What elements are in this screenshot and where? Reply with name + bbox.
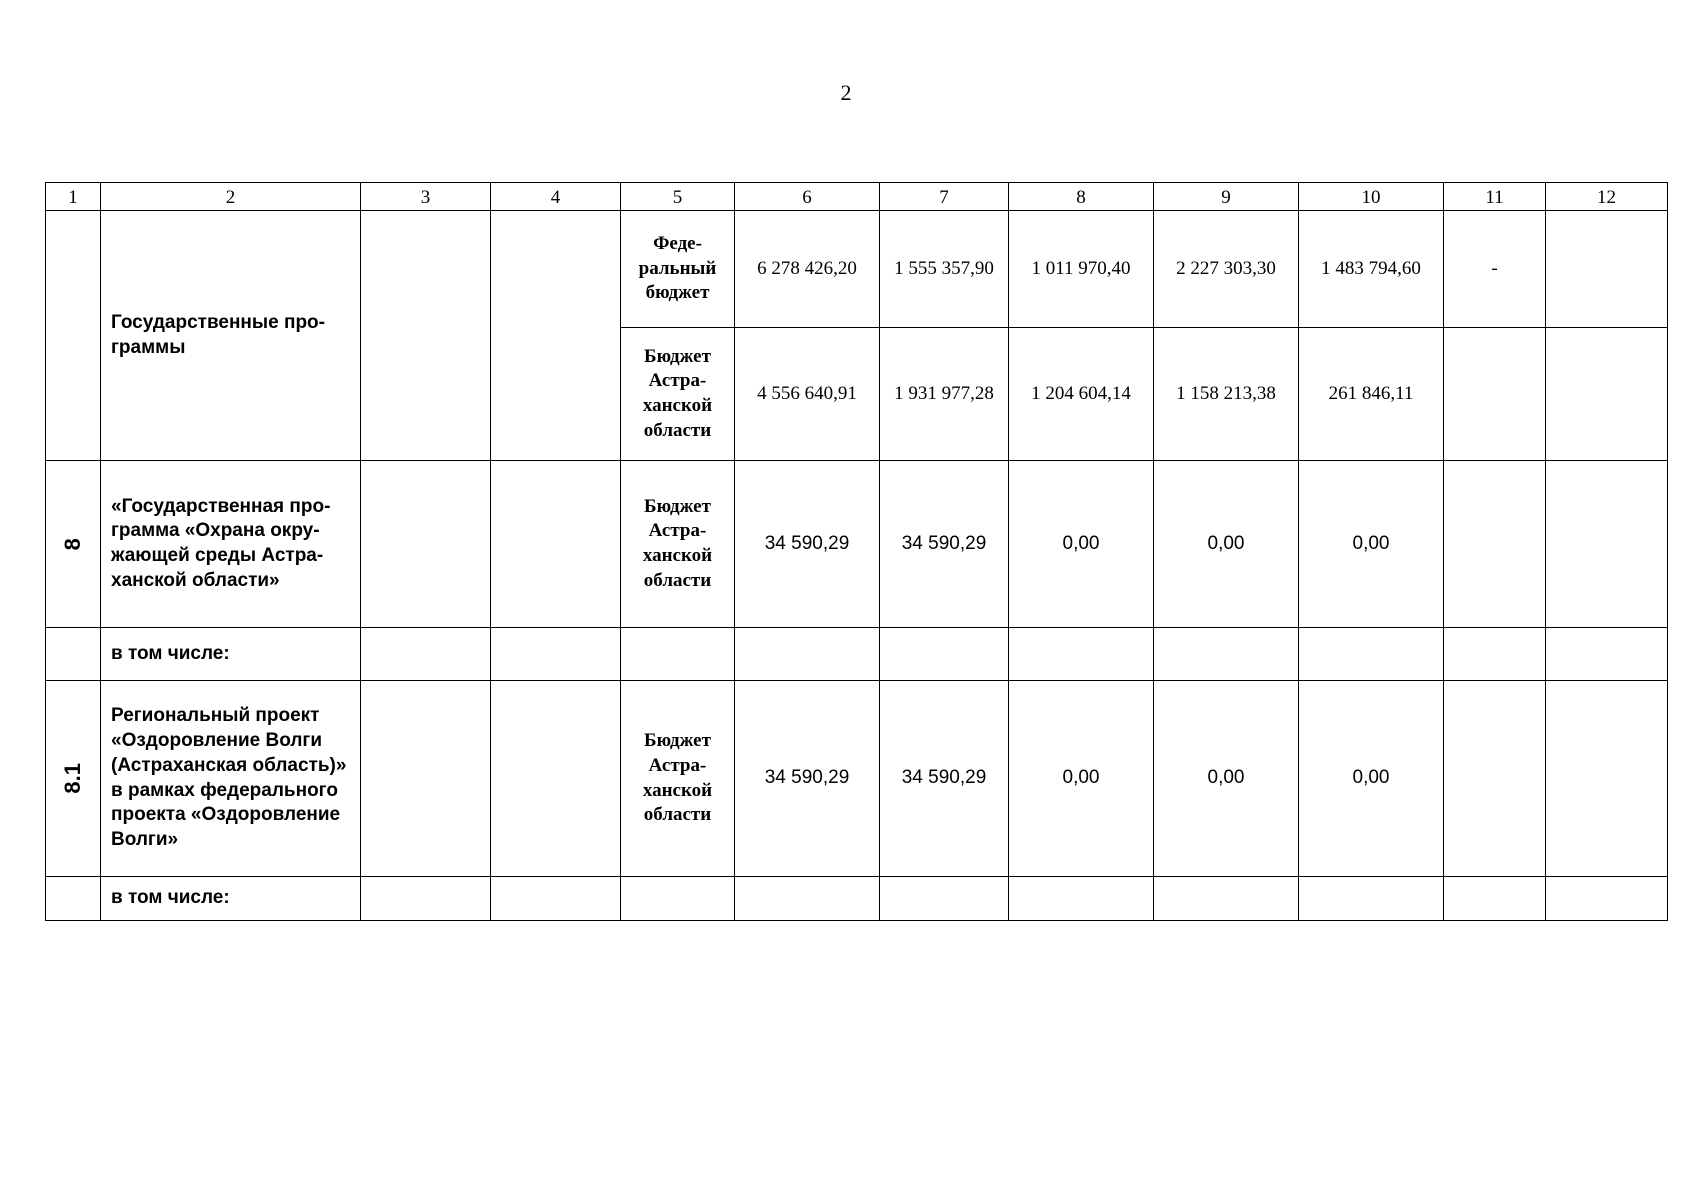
empty-cell	[1546, 328, 1668, 461]
value-cell: 2 227 303,30	[1154, 211, 1299, 328]
header-cell: 10	[1299, 183, 1444, 211]
row-name-cell	[101, 681, 361, 877]
empty-cell	[491, 628, 621, 681]
header-cell: 2	[101, 183, 361, 211]
empty-cell	[491, 461, 621, 628]
value-cell: 1 483 794,60	[1299, 211, 1444, 328]
empty-cell	[361, 628, 491, 681]
page-number: 2	[840, 80, 852, 105]
empty-cell	[1546, 681, 1668, 877]
empty-cell	[880, 877, 1009, 921]
empty-cell	[46, 877, 101, 921]
value-cell: 0,00	[1299, 461, 1444, 628]
value-cell: 6 278 426,20	[735, 211, 880, 328]
group-name: Государственные про- граммы	[111, 311, 325, 358]
empty-cell	[735, 877, 880, 921]
program-name: «Государственная про- грамма «Охрана окру- жающей среды Астра- ханской области»	[111, 495, 331, 591]
empty-cell	[1444, 461, 1546, 628]
value-cell: 0,00	[1009, 461, 1154, 628]
empty-cell	[46, 628, 101, 681]
value-cell: 1 158 213,38	[1154, 328, 1299, 461]
value-cell: 0,00	[1154, 461, 1299, 628]
value-cell: 34 590,29	[735, 681, 880, 877]
source-cell: Бюджет Астра- ханской области	[621, 681, 735, 877]
header-cell: 9	[1154, 183, 1299, 211]
value-cell: 4 556 640,91	[735, 328, 880, 461]
row-number-cell	[46, 461, 101, 628]
empty-cell	[1299, 628, 1444, 681]
header-row	[46, 183, 1668, 211]
empty-cell	[1444, 877, 1546, 921]
source-cell: Бюджет Астра- ханской области	[621, 328, 735, 461]
dash-cell: -	[1444, 211, 1546, 328]
empty-cell	[361, 461, 491, 628]
value-cell: 0,00	[1154, 681, 1299, 877]
empty-cell	[1009, 877, 1154, 921]
table-row	[46, 211, 1668, 328]
budget-table	[45, 182, 1668, 921]
table-row	[46, 628, 1668, 681]
empty-cell	[621, 877, 735, 921]
empty-cell	[1299, 877, 1444, 921]
empty-cell	[1444, 328, 1546, 461]
empty-cell	[1154, 628, 1299, 681]
table-row	[46, 461, 1668, 628]
value-cell: 34 590,29	[735, 461, 880, 628]
empty-cell	[491, 681, 621, 877]
source-cell: Феде- ральный бюджет	[621, 211, 735, 328]
row-name-cell	[101, 211, 361, 461]
header-cell: 6	[735, 183, 880, 211]
row-name-cell	[101, 461, 361, 628]
empty-cell	[735, 628, 880, 681]
empty-cell	[1444, 681, 1546, 877]
value-cell: 1 204 604,14	[1009, 328, 1154, 461]
empty-cell	[621, 628, 735, 681]
header-cell: 5	[621, 183, 735, 211]
header-cell: 8	[1009, 183, 1154, 211]
row-number-cell	[46, 211, 101, 461]
value-cell: 0,00	[1299, 681, 1444, 877]
table-row	[46, 877, 1668, 921]
empty-cell	[1546, 461, 1668, 628]
value-cell: 261 846,11	[1299, 328, 1444, 461]
empty-cell	[1009, 628, 1154, 681]
empty-cell	[361, 681, 491, 877]
row-number: 8.1	[59, 763, 85, 794]
header-cell: 11	[1444, 183, 1546, 211]
row-number: 8	[59, 537, 85, 551]
header-cell: 3	[361, 183, 491, 211]
empty-cell	[361, 877, 491, 921]
source-cell: Бюджет Астра- ханской области	[621, 461, 735, 628]
empty-cell	[361, 211, 491, 461]
header-cell: 4	[491, 183, 621, 211]
value-cell: 34 590,29	[880, 461, 1009, 628]
header-cell: 7	[880, 183, 1009, 211]
subheading-cell: в том числе:	[101, 628, 361, 681]
value-cell: 1 931 977,28	[880, 328, 1009, 461]
empty-cell	[1546, 877, 1668, 921]
row-number-cell	[46, 681, 101, 877]
empty-cell	[1154, 877, 1299, 921]
table-row	[46, 681, 1668, 877]
empty-cell	[880, 628, 1009, 681]
header-cell: 12	[1546, 183, 1668, 211]
project-name: Региональный проект «Оздоровление Волги (Астраханская область)» в рамках федерального проекта «Оздоровление Волги»	[111, 705, 347, 850]
value-cell: 1 011 970,40	[1009, 211, 1154, 328]
value-cell: 34 590,29	[880, 681, 1009, 877]
empty-cell	[491, 211, 621, 461]
subheading-cell: в том числе:	[101, 877, 361, 921]
empty-cell	[1546, 211, 1668, 328]
value-cell: 1 555 357,90	[880, 211, 1009, 328]
empty-cell	[1546, 628, 1668, 681]
header-cell: 1	[46, 183, 101, 211]
empty-cell	[1444, 628, 1546, 681]
empty-cell	[491, 877, 621, 921]
value-cell: 0,00	[1009, 681, 1154, 877]
